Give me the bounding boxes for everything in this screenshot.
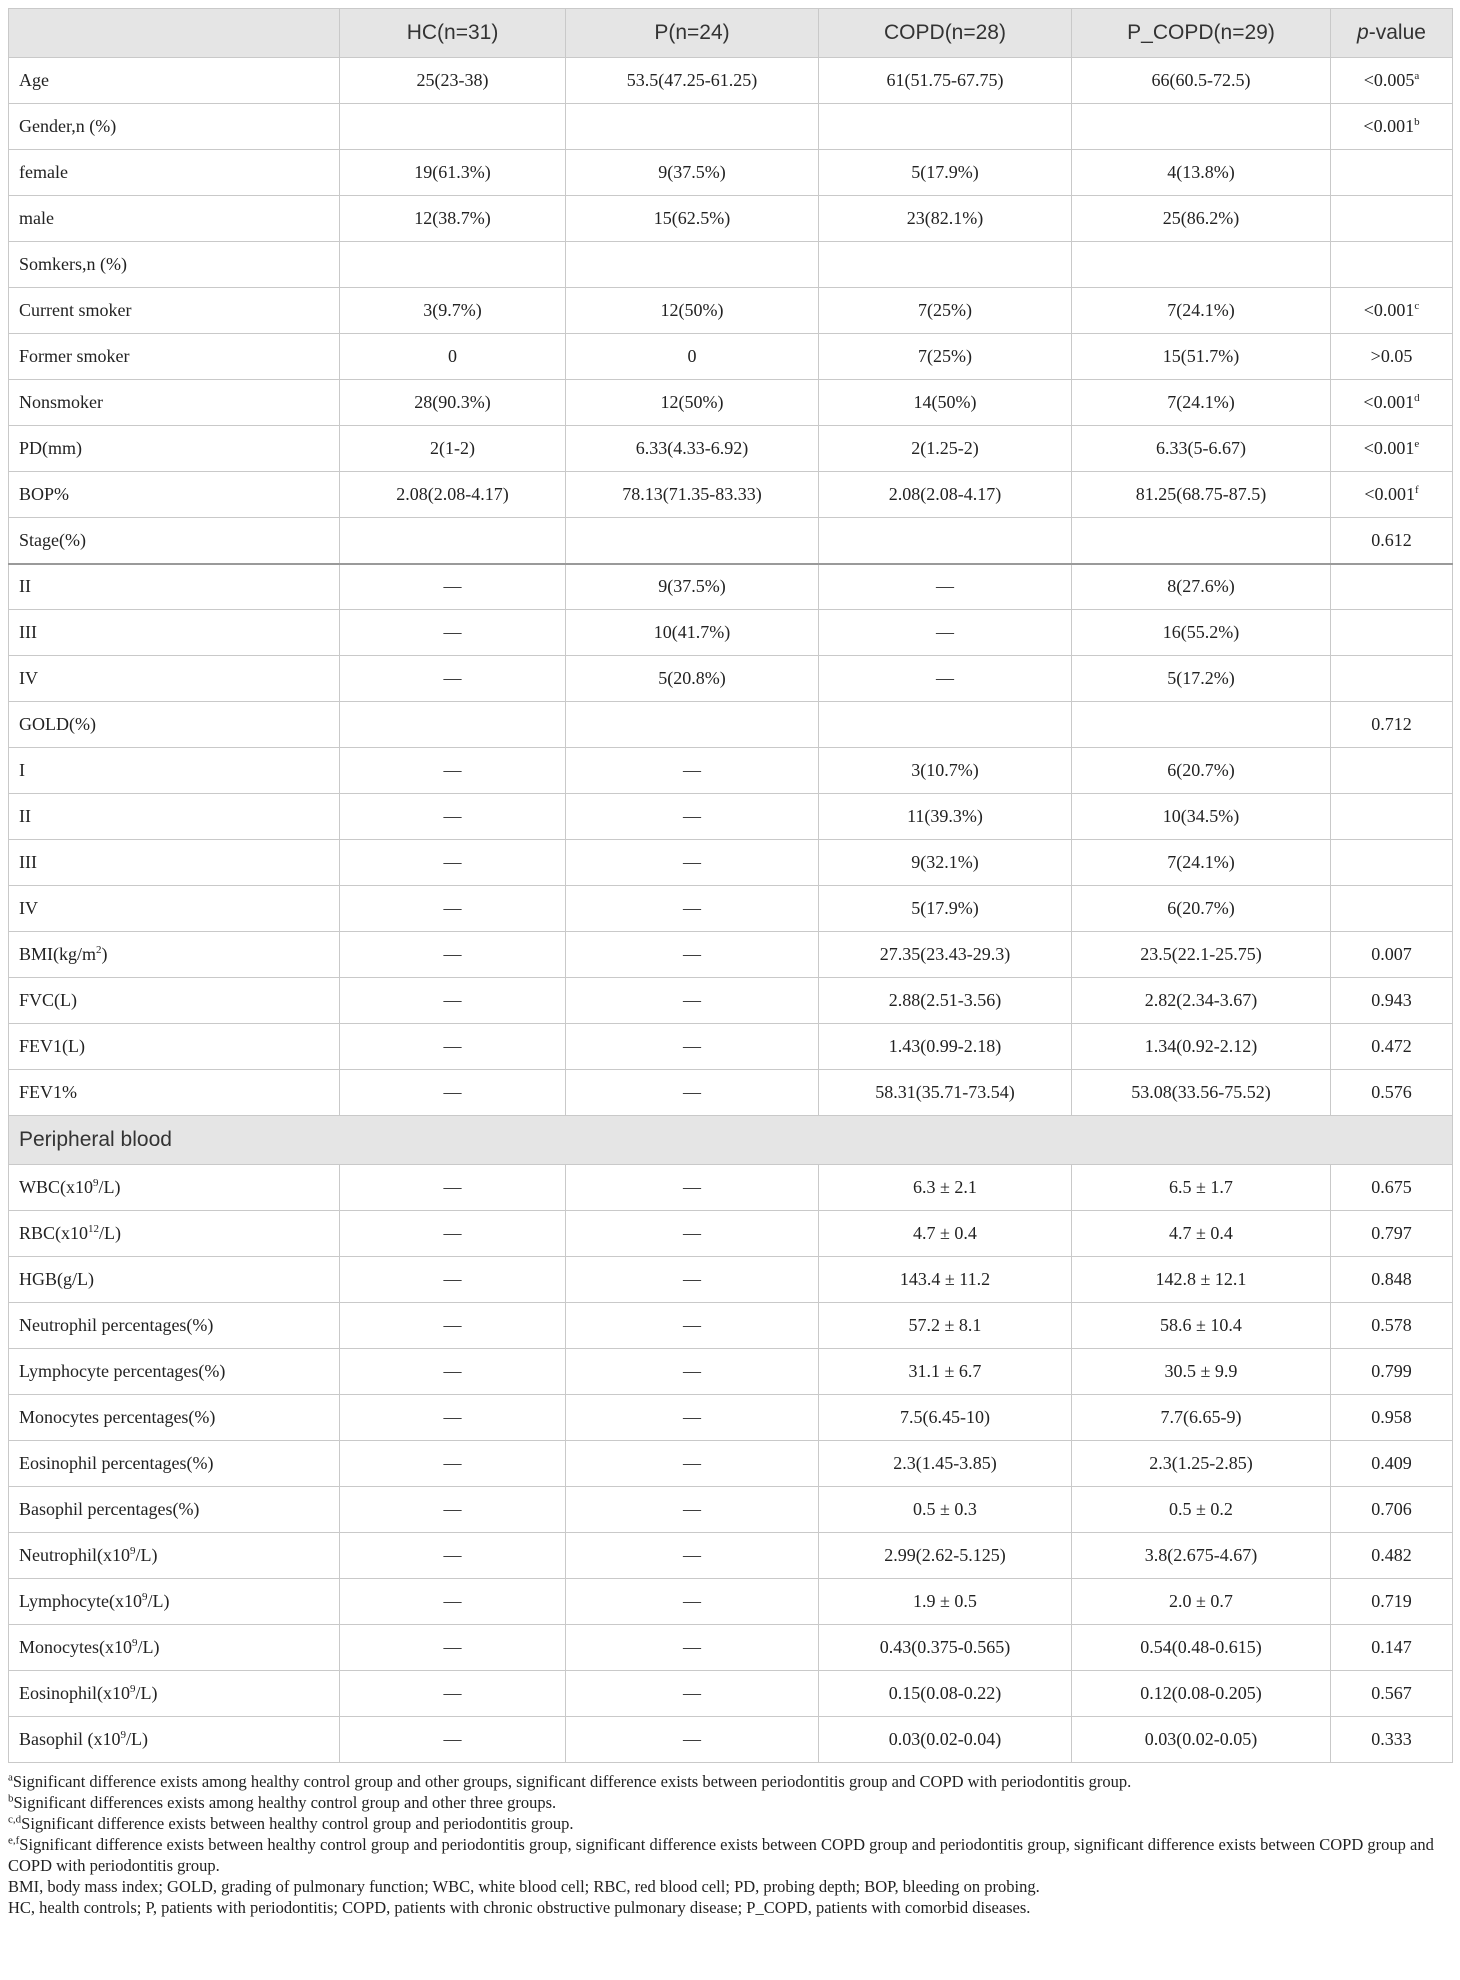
cell-hc: 19(61.3%) <box>340 150 566 196</box>
cell-p-value: 0.799 <box>1331 1349 1453 1395</box>
document <box>8 8 1452 1918</box>
row-label: III <box>9 610 340 656</box>
cell-p: 78.13(71.35-83.33) <box>566 472 819 518</box>
cell-p-value: 0.958 <box>1331 1395 1453 1441</box>
footnote-abbreviations-1: BMI, body mass index; GOLD, grading of pulmonary function; WBC, white blood cell; RBC, red blood cell; PD, probing depth; BOP, bleeding on probing. <box>8 1877 1040 1896</box>
cell-hc: — <box>340 1349 566 1395</box>
cell-copd: 9(32.1%) <box>819 840 1072 886</box>
cell-hc: — <box>340 1441 566 1487</box>
cell-copd: 23(82.1%) <box>819 196 1072 242</box>
cell-p-copd: 2.0 ± 0.7 <box>1072 1579 1331 1625</box>
row-label: $RBC(x10^{12}/L)$ <box>9 1211 340 1257</box>
cell-p: — <box>566 1671 819 1717</box>
row-label: Eosinophil percentages(%) <box>9 1441 340 1487</box>
cell-hc: — <box>340 1395 566 1441</box>
cell-copd: 61(51.75-67.75) <box>819 58 1072 104</box>
cell-hc: — <box>340 978 566 1024</box>
cell-p-copd: 0.03(0.02-0.05) <box>1072 1717 1331 1763</box>
cell-p-copd: 25(86.2%) <box>1072 196 1331 242</box>
cell-p-copd: 142.8 ± 12.1 <box>1072 1257 1331 1303</box>
row-label: IV <box>9 656 340 702</box>
cell-copd: 5(17.9%) <box>819 150 1072 196</box>
cell-p: 15(62.5%) <box>566 196 819 242</box>
row-label: Stage(%) <box>9 518 340 564</box>
cell-copd: — <box>819 610 1072 656</box>
table-row <box>9 1349 1453 1395</box>
table-row <box>9 1257 1453 1303</box>
cell-p-copd: 5(17.2%) <box>1072 656 1331 702</box>
cell-p: — <box>566 1024 819 1070</box>
cell-hc: — <box>340 564 566 610</box>
cell-p-copd: 23.5(22.1-25.75) <box>1072 932 1331 978</box>
cell-p: 0 <box>566 334 819 380</box>
cell-p: — <box>566 1395 819 1441</box>
cell-p-value: 0.333 <box>1331 1717 1453 1763</box>
table-row <box>9 518 1453 564</box>
table-row <box>9 58 1453 104</box>
cell-hc: — <box>340 1533 566 1579</box>
cell-copd: 2.08(2.08-4.17) <box>819 472 1072 518</box>
cell-p-value: >0.05 <box>1331 334 1453 380</box>
cell-p-copd: 4(13.8%) <box>1072 150 1331 196</box>
cell-hc: 12(38.7%) <box>340 196 566 242</box>
header-label-column <box>9 9 340 58</box>
cell-p-copd: 58.6 ± 10.4 <box>1072 1303 1331 1349</box>
cell-p-value: 0.576 <box>1331 1070 1453 1116</box>
section-title: Peripheral blood <box>9 1116 1453 1165</box>
cell-p-value: <0.005$^a$ <box>1331 58 1453 104</box>
cell-p-copd: 15(51.7%) <box>1072 334 1331 380</box>
table-row <box>9 1441 1453 1487</box>
cell-p-value: 0.848 <box>1331 1257 1453 1303</box>
row-label: FEV1% <box>9 1070 340 1116</box>
cell-p: 6.33(4.33-6.92) <box>566 426 819 472</box>
cell-p-copd: 6.5 ± 1.7 <box>1072 1165 1331 1211</box>
table-row <box>9 1671 1453 1717</box>
cell-hc: — <box>340 1625 566 1671</box>
cell-copd: — <box>819 564 1072 610</box>
table-row <box>9 978 1453 1024</box>
cell-p: — <box>566 1211 819 1257</box>
cell-hc: 28(90.3%) <box>340 380 566 426</box>
table-row <box>9 1487 1453 1533</box>
row-label: $WBC(x10^9/L)$ <box>9 1165 340 1211</box>
cell-p-copd: 7(24.1%) <box>1072 380 1331 426</box>
cell-copd: 0.03(0.02-0.04) <box>819 1717 1072 1763</box>
row-label: $Monocytes(x10^9/L)$ <box>9 1625 340 1671</box>
cell-p-value: <0.001$^b$ <box>1331 104 1453 150</box>
row-label: male <box>9 196 340 242</box>
row-label: Age <box>9 58 340 104</box>
cell-copd: 3(10.7%) <box>819 748 1072 794</box>
cell-p-value: 0.578 <box>1331 1303 1453 1349</box>
row-label: BOP% <box>9 472 340 518</box>
cell-copd: 0.15(0.08-0.22) <box>819 1671 1072 1717</box>
cell-hc: 2.08(2.08-4.17) <box>340 472 566 518</box>
row-label: Somkers,n (%) <box>9 242 340 288</box>
table-row <box>9 564 1453 610</box>
cell-p-copd: 7.7(6.65-9) <box>1072 1395 1331 1441</box>
row-label: Gender,n (%) <box>9 104 340 150</box>
cell-p-copd: 4.7 ± 0.4 <box>1072 1211 1331 1257</box>
cell-p-value: 0.007 <box>1331 932 1453 978</box>
cell-p: — <box>566 794 819 840</box>
table-row <box>9 1395 1453 1441</box>
cell-p-copd: 53.08(33.56-75.52) <box>1072 1070 1331 1116</box>
table-row <box>9 656 1453 702</box>
table-row <box>9 1165 1453 1211</box>
cell-p-copd: 6.33(5-6.67) <box>1072 426 1331 472</box>
table-row <box>9 472 1453 518</box>
cell-p: — <box>566 1303 819 1349</box>
cell-hc: — <box>340 1579 566 1625</box>
row-label: FVC(L) <box>9 978 340 1024</box>
cell-p: 5(20.8%) <box>566 656 819 702</box>
table-row <box>9 1533 1453 1579</box>
cell-copd: 2(1.25-2) <box>819 426 1072 472</box>
cell-p-copd: 81.25(68.75-87.5) <box>1072 472 1331 518</box>
header-p: P(n=24) <box>566 9 819 58</box>
cell-copd: 7(25%) <box>819 334 1072 380</box>
cell-hc: — <box>340 1024 566 1070</box>
cell-copd: 7(25%) <box>819 288 1072 334</box>
header-p-value: p-value <box>1331 9 1453 58</box>
row-label: III <box>9 840 340 886</box>
table-row <box>9 886 1453 932</box>
cell-p: — <box>566 932 819 978</box>
table-row <box>9 1303 1453 1349</box>
row-label: Basophil $(x10^9/L)$ <box>9 1717 340 1763</box>
table-row <box>9 150 1453 196</box>
cell-p: — <box>566 1533 819 1579</box>
cell-hc: — <box>340 886 566 932</box>
cell-p: 9(37.5%) <box>566 150 819 196</box>
cell-p-copd: 1.34(0.92-2.12) <box>1072 1024 1331 1070</box>
cell-hc: — <box>340 656 566 702</box>
cell-hc: — <box>340 794 566 840</box>
cell-p: 53.5(47.25-61.25) <box>566 58 819 104</box>
cell-copd: 0.43(0.375-0.565) <box>819 1625 1072 1671</box>
cell-p-copd: 30.5 ± 9.9 <box>1072 1349 1331 1395</box>
cell-copd: 31.1 ± 6.7 <box>819 1349 1072 1395</box>
cell-hc: — <box>340 748 566 794</box>
cell-p-value: <0.001$^f$ <box>1331 472 1453 518</box>
table-row <box>9 380 1453 426</box>
cell-hc: — <box>340 1717 566 1763</box>
cell-hc: 25(23-38) <box>340 58 566 104</box>
cell-p-copd: 10(34.5%) <box>1072 794 1331 840</box>
table-row <box>9 932 1453 978</box>
cell-copd: 5(17.9%) <box>819 886 1072 932</box>
row-label: $Neutrophil(x10^9/L)$ <box>9 1533 340 1579</box>
row-label: PD(mm) <box>9 426 340 472</box>
cell-hc: 0 <box>340 334 566 380</box>
cell-hc: — <box>340 932 566 978</box>
cell-p-copd: 3.8(2.675-4.67) <box>1072 1533 1331 1579</box>
cell-p: — <box>566 886 819 932</box>
footnote-ef: $^{e,f}$Significant difference exists between healthy control group and periodontitis group, significant difference exists between COPD group and periodontitis group, significant difference exists between COPD group and COPD with periodontitis group. <box>8 1834 1434 1875</box>
cell-p: — <box>566 748 819 794</box>
cell-p: 12(50%) <box>566 288 819 334</box>
table-row <box>9 794 1453 840</box>
cell-copd: 7.5(6.45-10) <box>819 1395 1072 1441</box>
cell-p-value: <0.001$^e$ <box>1331 426 1453 472</box>
cell-p: — <box>566 978 819 1024</box>
cell-p-copd: 6(20.7%) <box>1072 748 1331 794</box>
cell-p-copd: 0.12(0.08-0.205) <box>1072 1671 1331 1717</box>
footnote-abbreviations-2: HC, health controls; P, patients with periodontitis; COPD, patients with chronic obstructive pulmonary disease; P_COPD, patients with comorbid diseases. <box>8 1898 1031 1917</box>
table-row <box>9 840 1453 886</box>
cell-p-value: 0.147 <box>1331 1625 1453 1671</box>
cell-p-copd: 66(60.5-72.5) <box>1072 58 1331 104</box>
cell-p: — <box>566 1625 819 1671</box>
cell-p-value: 0.706 <box>1331 1487 1453 1533</box>
cell-p: — <box>566 1441 819 1487</box>
table-row <box>9 1625 1453 1671</box>
row-label: I <box>9 748 340 794</box>
header-copd: COPD(n=28) <box>819 9 1072 58</box>
cell-copd: 14(50%) <box>819 380 1072 426</box>
row-label: female <box>9 150 340 196</box>
cell-p-value: 0.943 <box>1331 978 1453 1024</box>
row-label: HGB(g/L) <box>9 1257 340 1303</box>
cell-copd: 27.35(23.43-29.3) <box>819 932 1072 978</box>
table-row <box>9 1717 1453 1763</box>
row-label: FEV1(L) <box>9 1024 340 1070</box>
row-label: $Lymphocyte(x10^9/L)$ <box>9 1579 340 1625</box>
table-row <box>9 426 1453 472</box>
table-row <box>9 334 1453 380</box>
table-row <box>9 1211 1453 1257</box>
cell-copd: 2.99(2.62-5.125) <box>819 1533 1072 1579</box>
cell-p-value: 0.409 <box>1331 1441 1453 1487</box>
cell-copd: 58.31(35.71-73.54) <box>819 1070 1072 1116</box>
row-label: $Eosinophil(x10^9/L)$ <box>9 1671 340 1717</box>
cell-p-copd: 2.82(2.34-3.67) <box>1072 978 1331 1024</box>
cell-p-value: <0.001$^d$ <box>1331 380 1453 426</box>
footnote-b: $^b$Significant differences exists among healthy control group and other three groups. <box>8 1792 557 1812</box>
cell-hc: — <box>340 1257 566 1303</box>
cell-hc: 2(1-2) <box>340 426 566 472</box>
row-label: GOLD(%) <box>9 702 340 748</box>
row-label: $BMI(kg/m^2)$ <box>9 932 340 978</box>
cell-copd: 6.3 ± 2.1 <box>819 1165 1072 1211</box>
row-label: Lymphocyte percentages(%) <box>9 1349 340 1395</box>
cell-hc: — <box>340 840 566 886</box>
row-label: Current smoker <box>9 288 340 334</box>
table-row <box>9 1579 1453 1625</box>
cell-p-value: 0.797 <box>1331 1211 1453 1257</box>
cell-p: 12(50%) <box>566 380 819 426</box>
cell-hc: 3(9.7%) <box>340 288 566 334</box>
section-row-peripheral-blood <box>9 1116 1453 1165</box>
cell-hc: — <box>340 1165 566 1211</box>
cell-hc: — <box>340 610 566 656</box>
cell-p-copd: 7(24.1%) <box>1072 288 1331 334</box>
row-label: II <box>9 564 340 610</box>
table-row <box>9 610 1453 656</box>
cell-p-value: 0.482 <box>1331 1533 1453 1579</box>
row-label: Basophil percentages(%) <box>9 1487 340 1533</box>
table-row <box>9 1024 1453 1070</box>
cell-p: — <box>566 1579 819 1625</box>
row-label: Nonsmoker <box>9 380 340 426</box>
cell-hc: — <box>340 1211 566 1257</box>
table-header-row <box>9 9 1453 58</box>
cell-copd: — <box>819 656 1072 702</box>
table-footnotes <box>8 1771 1452 1918</box>
cell-p-value: 0.675 <box>1331 1165 1453 1211</box>
cell-p: — <box>566 1257 819 1303</box>
cell-p: — <box>566 1165 819 1211</box>
characteristics-table <box>8 8 1453 1763</box>
cell-p-copd: 0.5 ± 0.2 <box>1072 1487 1331 1533</box>
cell-p-value: 0.472 <box>1331 1024 1453 1070</box>
table-row <box>9 1070 1453 1116</box>
cell-p: — <box>566 1349 819 1395</box>
row-label: II <box>9 794 340 840</box>
cell-p-copd: 6(20.7%) <box>1072 886 1331 932</box>
cell-hc: — <box>340 1303 566 1349</box>
cell-copd: 2.88(2.51-3.56) <box>819 978 1072 1024</box>
table-row <box>9 196 1453 242</box>
cell-copd: 143.4 ± 11.2 <box>819 1257 1072 1303</box>
footnote-cd: $^{c,d}$Significant difference exists between healthy control group and periodontitis group. <box>8 1813 574 1833</box>
cell-hc: — <box>340 1070 566 1116</box>
cell-p-copd: 8(27.6%) <box>1072 564 1331 610</box>
cell-p: 10(41.7%) <box>566 610 819 656</box>
cell-p-copd: 0.54(0.48-0.615) <box>1072 1625 1331 1671</box>
cell-copd: 0.5 ± 0.3 <box>819 1487 1072 1533</box>
cell-p-value: 0.567 <box>1331 1671 1453 1717</box>
cell-p-copd: 2.3(1.25-2.85) <box>1072 1441 1331 1487</box>
row-label: IV <box>9 886 340 932</box>
header-p-copd: P_COPD(n=29) <box>1072 9 1331 58</box>
cell-p-value: 0.612 <box>1331 518 1453 564</box>
footnote-a: $^a$Significant difference exists among healthy control group and other groups, significant difference exists between periodontitis group and COPD with periodontitis group. <box>8 1771 1132 1791</box>
cell-copd: 1.9 ± 0.5 <box>819 1579 1072 1625</box>
cell-p: — <box>566 840 819 886</box>
cell-hc: — <box>340 1487 566 1533</box>
header-hc: HC(n=31) <box>340 9 566 58</box>
table-row <box>9 104 1453 150</box>
cell-p-copd: 7(24.1%) <box>1072 840 1331 886</box>
row-label: Monocytes percentages(%) <box>9 1395 340 1441</box>
cell-p: — <box>566 1717 819 1763</box>
row-label: Former smoker <box>9 334 340 380</box>
cell-p-value: 0.719 <box>1331 1579 1453 1625</box>
cell-p-copd: 16(55.2%) <box>1072 610 1331 656</box>
row-label: Neutrophil percentages(%) <box>9 1303 340 1349</box>
cell-copd: 57.2 ± 8.1 <box>819 1303 1072 1349</box>
cell-p: 9(37.5%) <box>566 564 819 610</box>
cell-p-value: 0.712 <box>1331 702 1453 748</box>
cell-copd: 11(39.3%) <box>819 794 1072 840</box>
table-row <box>9 702 1453 748</box>
table-row <box>9 288 1453 334</box>
cell-p: — <box>566 1487 819 1533</box>
cell-p-value: <0.001$^c$ <box>1331 288 1453 334</box>
table-row <box>9 242 1453 288</box>
cell-copd: 2.3(1.45-3.85) <box>819 1441 1072 1487</box>
table-row <box>9 748 1453 794</box>
cell-copd: 4.7 ± 0.4 <box>819 1211 1072 1257</box>
cell-p: — <box>566 1070 819 1116</box>
cell-copd: 1.43(0.99-2.18) <box>819 1024 1072 1070</box>
cell-hc: — <box>340 1671 566 1717</box>
